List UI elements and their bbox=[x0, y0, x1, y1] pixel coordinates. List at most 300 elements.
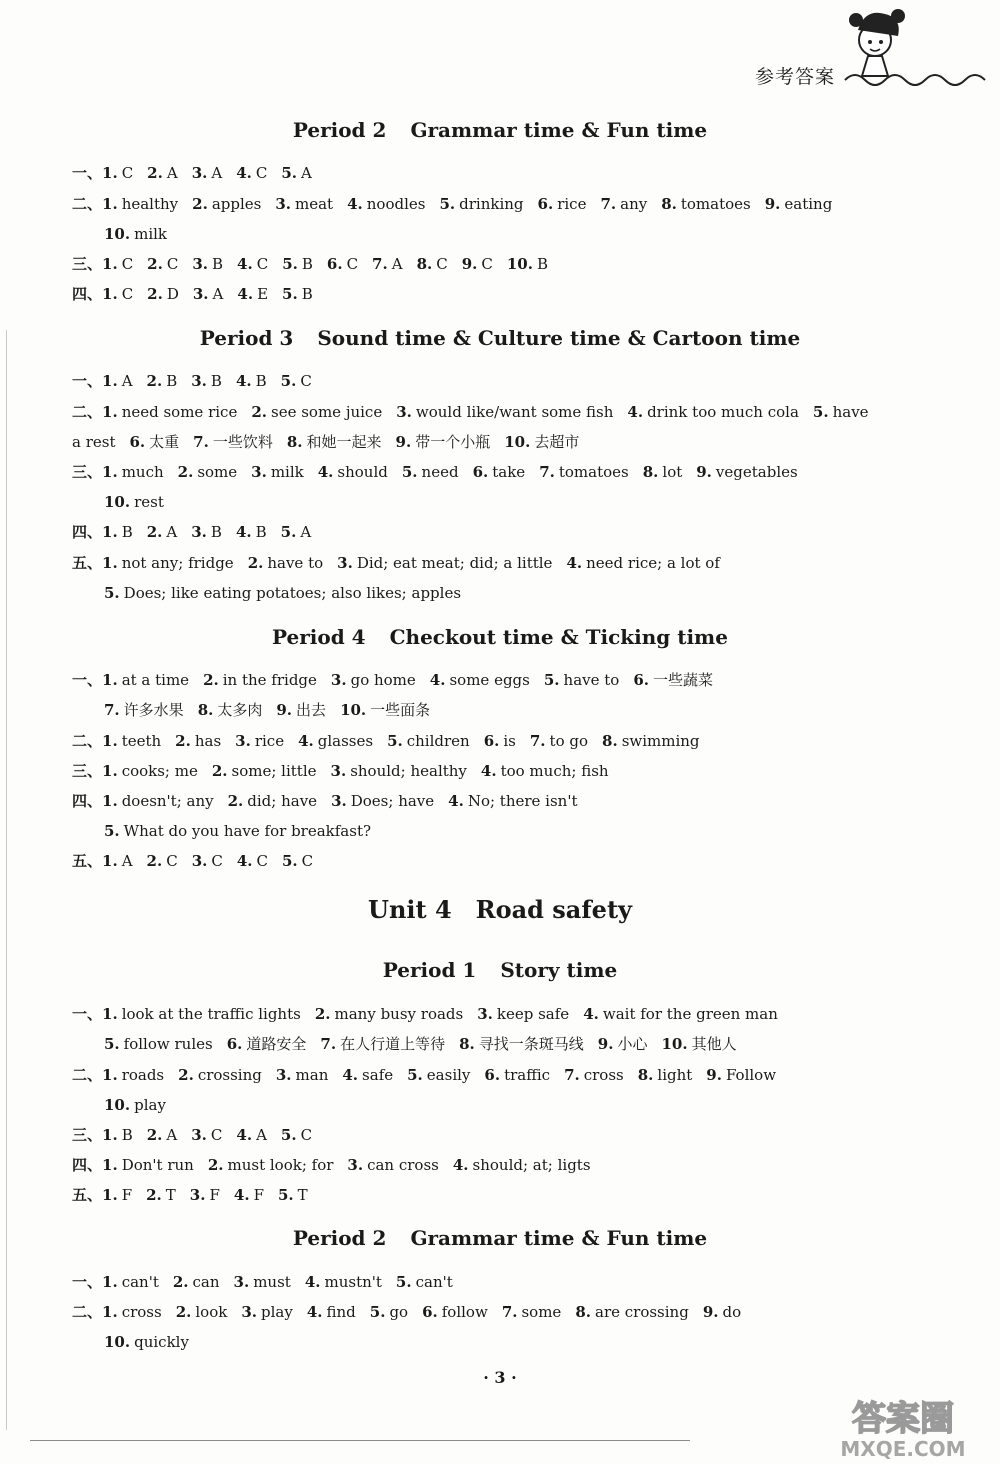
item-answer: A bbox=[166, 523, 178, 541]
page-edge-line bbox=[6, 330, 7, 1430]
item-number: 3. bbox=[241, 1303, 257, 1321]
question-group-number: 三、 bbox=[72, 1126, 103, 1144]
item-answer: Does; like eating potatoes; also likes; apples bbox=[123, 584, 462, 602]
item-answer: milk bbox=[134, 225, 168, 243]
period-heading bbox=[0, 1226, 1000, 1250]
answer-row bbox=[72, 462, 812, 482]
item-answer: look at the traffic lights bbox=[121, 1005, 301, 1023]
answer-item bbox=[191, 372, 222, 390]
answer-item bbox=[706, 1066, 776, 1084]
answer-item bbox=[241, 1303, 293, 1321]
answer-item bbox=[102, 792, 214, 810]
question-group-number: 一、 bbox=[72, 372, 103, 390]
item-answer: must bbox=[253, 1273, 291, 1291]
item-number: 2. bbox=[172, 1273, 189, 1291]
answer-item bbox=[212, 762, 317, 780]
answer-item bbox=[102, 1126, 133, 1144]
item-answer: in the fridge bbox=[222, 671, 317, 689]
item-number: 2. bbox=[147, 285, 163, 303]
period-heading bbox=[0, 625, 1000, 649]
item-number: 5. bbox=[543, 671, 560, 689]
item-number: 6. bbox=[484, 1066, 501, 1084]
item-number: 6. bbox=[633, 671, 649, 689]
item-number: 3. bbox=[235, 732, 251, 750]
item-number: 3. bbox=[192, 255, 208, 273]
question-group-number: 五、 bbox=[72, 852, 103, 870]
item-number: 4. bbox=[452, 1156, 469, 1174]
item-answer: 一些饮料 bbox=[212, 433, 273, 451]
heading-part-b: Grammar time & Fun time bbox=[410, 118, 708, 142]
answer-item bbox=[102, 1156, 194, 1174]
item-number: 1. bbox=[102, 762, 118, 780]
item-answer: tomatoes bbox=[558, 463, 629, 481]
item-number: 4. bbox=[237, 255, 253, 273]
item-answer: quickly bbox=[134, 1333, 189, 1351]
answer-item bbox=[282, 852, 313, 870]
item-answer: man bbox=[295, 1066, 329, 1084]
item-number: 3. bbox=[275, 1066, 292, 1084]
item-answer: B bbox=[212, 255, 224, 273]
item-number: 6. bbox=[226, 1035, 243, 1053]
item-number: 5. bbox=[387, 732, 403, 750]
item-answer: drink too much cola bbox=[647, 403, 799, 421]
answer-item bbox=[102, 195, 178, 213]
answer-item bbox=[307, 1303, 356, 1321]
item-number: 3. bbox=[251, 463, 267, 481]
item-answer: B bbox=[255, 523, 267, 541]
heading-part-b: Checkout time & Ticking time bbox=[389, 625, 728, 649]
answer-item bbox=[102, 554, 234, 572]
item-number: 1. bbox=[102, 463, 118, 481]
item-answer: C bbox=[300, 372, 312, 390]
answer-item bbox=[276, 1066, 329, 1084]
answer-item bbox=[600, 195, 647, 213]
answer-row bbox=[104, 224, 181, 244]
answer-item bbox=[462, 255, 493, 273]
question-group-number: 五、 bbox=[72, 554, 103, 572]
item-answer: A bbox=[211, 164, 223, 182]
item-answer: rice bbox=[557, 195, 587, 213]
answer-item bbox=[627, 403, 799, 421]
answer-row bbox=[104, 492, 178, 512]
answer-item bbox=[193, 433, 273, 451]
item-number: 10. bbox=[506, 255, 533, 273]
item-answer: T bbox=[297, 1186, 308, 1204]
item-number: 4. bbox=[317, 463, 334, 481]
question-group-number: 二、 bbox=[72, 732, 103, 750]
item-answer: meat bbox=[295, 195, 334, 213]
item-answer: C bbox=[436, 255, 448, 273]
item-number: 7. bbox=[320, 1035, 337, 1053]
item-answer: cross bbox=[121, 1303, 162, 1321]
answer-item bbox=[178, 463, 238, 481]
item-answer: Don't run bbox=[121, 1156, 194, 1174]
answer-item bbox=[146, 1186, 176, 1204]
item-number: 3. bbox=[477, 1005, 493, 1023]
item-number: 5. bbox=[281, 164, 298, 182]
period-heading bbox=[0, 326, 1000, 350]
item-number: 10. bbox=[104, 493, 131, 511]
answer-row bbox=[72, 731, 714, 751]
answer-item bbox=[237, 852, 268, 870]
item-answer: 带一个小瓶 bbox=[415, 433, 491, 451]
item-number: 9. bbox=[706, 1066, 722, 1084]
answer-item bbox=[281, 372, 312, 390]
answer-row bbox=[72, 670, 727, 690]
answer-item bbox=[417, 255, 448, 273]
answer-item bbox=[251, 463, 304, 481]
answer-item bbox=[192, 255, 223, 273]
item-number: 1. bbox=[102, 1005, 118, 1023]
heading-part-a: Period 3 bbox=[199, 326, 294, 350]
answer-item bbox=[102, 852, 133, 870]
item-answer: Does; have bbox=[350, 792, 435, 810]
item-number: 4. bbox=[306, 1303, 323, 1321]
answer-item bbox=[502, 1303, 562, 1321]
item-number: 4. bbox=[342, 1066, 359, 1084]
item-answer: has bbox=[194, 732, 222, 750]
item-number: 7. bbox=[600, 195, 617, 213]
item-answer: A bbox=[121, 852, 133, 870]
answer-item bbox=[602, 732, 700, 750]
answer-row bbox=[72, 791, 592, 811]
watermark-text-cn: 答案圈 bbox=[852, 1399, 954, 1439]
item-number: 1. bbox=[102, 164, 118, 182]
item-answer: 许多水果 bbox=[123, 701, 184, 719]
answer-item bbox=[102, 1186, 132, 1204]
item-number: 6. bbox=[129, 433, 146, 451]
item-answer: C bbox=[211, 852, 223, 870]
item-answer: A bbox=[256, 1126, 267, 1144]
item-answer: F bbox=[209, 1186, 220, 1204]
answer-item bbox=[193, 285, 224, 303]
answer-item bbox=[281, 1126, 312, 1144]
answer-item bbox=[178, 1066, 262, 1084]
answer-item bbox=[147, 285, 179, 303]
item-answer: 其他人 bbox=[691, 1035, 737, 1053]
answer-item bbox=[102, 255, 133, 273]
answer-item bbox=[638, 1066, 693, 1084]
item-answer: C bbox=[255, 164, 268, 182]
item-number: 2. bbox=[147, 164, 163, 182]
item-number: 1. bbox=[102, 554, 118, 572]
item-answer: roads bbox=[121, 1066, 165, 1084]
answer-item bbox=[281, 523, 312, 541]
item-answer: No; there isn't bbox=[467, 792, 578, 810]
answer-item bbox=[484, 732, 516, 750]
answer-item bbox=[235, 732, 284, 750]
item-answer: C bbox=[300, 1126, 313, 1144]
answer-item bbox=[370, 1303, 408, 1321]
item-number: 7. bbox=[372, 255, 388, 273]
answer-item bbox=[372, 255, 403, 273]
item-answer: E bbox=[257, 285, 269, 303]
item-number: 4. bbox=[235, 523, 252, 541]
item-answer: What do you have for breakfast? bbox=[123, 822, 372, 840]
item-number: 1. bbox=[102, 732, 118, 750]
item-number: 3. bbox=[330, 762, 347, 780]
item-answer: can cross bbox=[367, 1156, 439, 1174]
answer-row bbox=[72, 1155, 605, 1175]
item-answer: some; little bbox=[231, 762, 317, 780]
answer-item bbox=[104, 822, 371, 840]
item-answer: doesn't; any bbox=[121, 792, 214, 810]
answer-item bbox=[396, 403, 613, 421]
answer-item bbox=[422, 1303, 488, 1321]
item-number: 9. bbox=[764, 195, 781, 213]
item-number: 1. bbox=[102, 372, 118, 390]
answer-item bbox=[237, 285, 268, 303]
heading-part-b: Sound time & Culture time & Cartoon time bbox=[317, 326, 801, 350]
item-answer: easily bbox=[426, 1066, 471, 1084]
answer-item bbox=[575, 1303, 689, 1321]
answer-item bbox=[104, 701, 184, 719]
answer-item bbox=[331, 762, 467, 780]
item-number: 5. bbox=[369, 1303, 386, 1321]
item-answer: Follow bbox=[725, 1066, 777, 1084]
item-number: 1. bbox=[102, 403, 118, 421]
answer-row bbox=[72, 432, 593, 452]
answer-item bbox=[507, 255, 548, 273]
answer-item bbox=[251, 403, 382, 421]
item-answer: glasses bbox=[317, 732, 374, 750]
item-number: 4. bbox=[235, 372, 252, 390]
answer-item bbox=[147, 523, 178, 541]
answer-item bbox=[331, 671, 416, 689]
item-number: 4. bbox=[236, 164, 252, 182]
answer-item bbox=[102, 523, 133, 541]
item-number: 4. bbox=[429, 671, 446, 689]
heading-part-b: Story time bbox=[500, 958, 618, 982]
question-group-number: 二、 bbox=[72, 1066, 103, 1084]
item-number: 5. bbox=[104, 584, 120, 602]
item-answer: B bbox=[301, 285, 313, 303]
answer-item bbox=[430, 671, 530, 689]
answer-item bbox=[453, 1156, 591, 1174]
answer-row bbox=[72, 553, 734, 573]
answer-item bbox=[544, 671, 619, 689]
item-answer: need rice; a lot of bbox=[586, 554, 720, 572]
answer-item bbox=[340, 701, 430, 719]
answer-row bbox=[104, 821, 385, 841]
answer-item bbox=[459, 1035, 584, 1053]
item-answer: have to bbox=[267, 554, 324, 572]
answer-row bbox=[72, 402, 883, 422]
item-number: 5. bbox=[282, 285, 298, 303]
item-number: 4. bbox=[233, 1186, 250, 1204]
item-answer: follow rules bbox=[123, 1035, 213, 1053]
item-answer: B bbox=[210, 372, 222, 390]
item-number: 5. bbox=[282, 255, 298, 273]
item-answer: cross bbox=[583, 1066, 624, 1084]
answer-item bbox=[331, 792, 434, 810]
item-number: 2. bbox=[178, 1066, 194, 1084]
item-number: 4. bbox=[347, 195, 363, 213]
item-answer: Did; eat meat; did; a little bbox=[356, 554, 553, 572]
answer-row bbox=[72, 1065, 790, 1085]
answer-item bbox=[176, 1303, 228, 1321]
item-number: 10. bbox=[340, 701, 367, 719]
item-number: 10. bbox=[104, 1096, 131, 1114]
answer-item bbox=[236, 523, 267, 541]
item-answer: any bbox=[620, 195, 648, 213]
answer-item bbox=[598, 1035, 648, 1053]
answer-item bbox=[448, 792, 577, 810]
item-answer: some eggs bbox=[449, 671, 530, 689]
item-number: 9. bbox=[276, 701, 293, 719]
answer-row bbox=[72, 522, 325, 542]
answer-item bbox=[198, 701, 263, 719]
item-answer: 在人行道上等待 bbox=[340, 1035, 446, 1053]
header-label: 参考答案 bbox=[755, 66, 836, 88]
item-answer: can't bbox=[121, 1273, 159, 1291]
item-answer: crossing bbox=[197, 1066, 262, 1084]
item-number: 5. bbox=[407, 1066, 423, 1084]
item-number: 3. bbox=[347, 1156, 364, 1174]
answer-item bbox=[696, 463, 797, 481]
answer-item bbox=[236, 372, 267, 390]
answer-item bbox=[234, 1186, 264, 1204]
answer-row bbox=[72, 163, 326, 183]
answer-item bbox=[305, 1273, 382, 1291]
answer-item bbox=[237, 255, 268, 273]
item-number: 5. bbox=[282, 852, 298, 870]
watermark-logo bbox=[808, 1392, 998, 1462]
answer-item bbox=[275, 195, 333, 213]
item-number: 3. bbox=[337, 554, 353, 572]
item-number: 2. bbox=[314, 1005, 331, 1023]
item-number: 2. bbox=[203, 671, 219, 689]
question-group-number: 三、 bbox=[72, 463, 103, 481]
answer-item bbox=[102, 164, 133, 182]
heading-part-b: Road safety bbox=[475, 895, 632, 924]
answer-item bbox=[129, 433, 179, 451]
item-number: 3. bbox=[191, 852, 208, 870]
item-number: 2. bbox=[146, 523, 163, 541]
period-heading bbox=[0, 118, 1000, 142]
answer-row bbox=[104, 1332, 203, 1352]
item-answer: can't bbox=[415, 1273, 453, 1291]
answer-item bbox=[191, 1126, 222, 1144]
answer-row bbox=[72, 371, 326, 391]
answer-item bbox=[102, 1066, 164, 1084]
answer-item bbox=[102, 732, 161, 750]
item-answer: C bbox=[121, 164, 134, 182]
item-answer: to go bbox=[549, 732, 589, 750]
item-number: 6. bbox=[537, 195, 554, 213]
item-number: 1. bbox=[102, 195, 118, 213]
footer-line bbox=[30, 1440, 690, 1441]
answer-item bbox=[102, 1303, 162, 1321]
answer-item bbox=[102, 403, 237, 421]
item-number: 5. bbox=[104, 822, 120, 840]
answer-item bbox=[539, 463, 629, 481]
item-number: 5. bbox=[395, 1273, 412, 1291]
item-number: 4. bbox=[566, 554, 583, 572]
page-number: · 3 · bbox=[483, 1368, 517, 1387]
item-answer: wait for the green man bbox=[602, 1005, 778, 1023]
question-group-number: 三、 bbox=[72, 255, 103, 273]
item-number: 1. bbox=[102, 671, 118, 689]
item-number: 8. bbox=[197, 701, 214, 719]
item-answer: C bbox=[256, 255, 269, 273]
item-answer: F bbox=[121, 1186, 133, 1204]
question-group-number: 四、 bbox=[72, 523, 103, 541]
item-answer: lot bbox=[662, 463, 683, 481]
item-answer: B bbox=[301, 255, 313, 273]
item-answer: A bbox=[391, 255, 403, 273]
item-answer: would like/want some fish bbox=[415, 403, 614, 421]
answer-item bbox=[173, 1273, 220, 1291]
answer-item bbox=[347, 195, 425, 213]
item-answer: at a time bbox=[121, 671, 190, 689]
answer-row bbox=[72, 254, 562, 274]
item-answer: D bbox=[166, 285, 179, 303]
answer-item bbox=[104, 493, 164, 511]
item-number: 1. bbox=[102, 1186, 118, 1204]
item-number: 3. bbox=[191, 523, 207, 541]
item-answer: 太重 bbox=[149, 433, 180, 451]
item-answer: noodles bbox=[366, 195, 426, 213]
answer-item bbox=[504, 433, 579, 451]
item-answer: C bbox=[121, 255, 134, 273]
answer-item bbox=[387, 732, 470, 750]
item-answer: teeth bbox=[121, 732, 162, 750]
answer-row bbox=[72, 194, 846, 214]
answer-item bbox=[208, 1156, 334, 1174]
answer-item bbox=[192, 852, 223, 870]
item-number: 1. bbox=[102, 1156, 118, 1174]
answer-item bbox=[147, 372, 178, 390]
item-answer: cooks; me bbox=[121, 762, 198, 780]
item-answer: 一些蔬菜 bbox=[652, 671, 713, 689]
item-answer: F bbox=[253, 1186, 264, 1204]
item-answer: apples bbox=[211, 195, 262, 213]
item-answer: healthy bbox=[121, 195, 179, 213]
item-answer: many busy roads bbox=[334, 1005, 464, 1023]
question-group-number: 五、 bbox=[72, 1186, 103, 1204]
item-number: 1. bbox=[102, 852, 118, 870]
item-number: 7. bbox=[501, 1303, 518, 1321]
item-number: 4. bbox=[627, 403, 644, 421]
answer-item bbox=[318, 463, 388, 481]
item-number: 8. bbox=[416, 255, 433, 273]
item-number: 5. bbox=[439, 195, 456, 213]
item-answer: safe bbox=[362, 1066, 394, 1084]
item-number: 5. bbox=[812, 403, 829, 421]
answer-item bbox=[228, 792, 317, 810]
answer-item bbox=[315, 1005, 463, 1023]
item-number: 6. bbox=[472, 463, 489, 481]
item-number: 5. bbox=[277, 1186, 294, 1204]
answer-row bbox=[72, 284, 327, 304]
item-number: 2. bbox=[247, 554, 264, 572]
answer-item bbox=[439, 195, 523, 213]
item-answer: have bbox=[832, 403, 869, 421]
item-number: 1. bbox=[102, 523, 118, 541]
item-number: 6. bbox=[326, 255, 343, 273]
item-number: 3. bbox=[331, 792, 347, 810]
item-answer: A bbox=[301, 164, 312, 182]
item-number: 8. bbox=[661, 195, 677, 213]
answer-item bbox=[813, 403, 869, 421]
item-answer: B bbox=[210, 523, 222, 541]
answer-item bbox=[282, 285, 313, 303]
item-answer: rest bbox=[134, 493, 164, 511]
item-answer: B bbox=[121, 1126, 133, 1144]
item-answer: tomatoes bbox=[680, 195, 751, 213]
item-number: 9. bbox=[702, 1303, 719, 1321]
